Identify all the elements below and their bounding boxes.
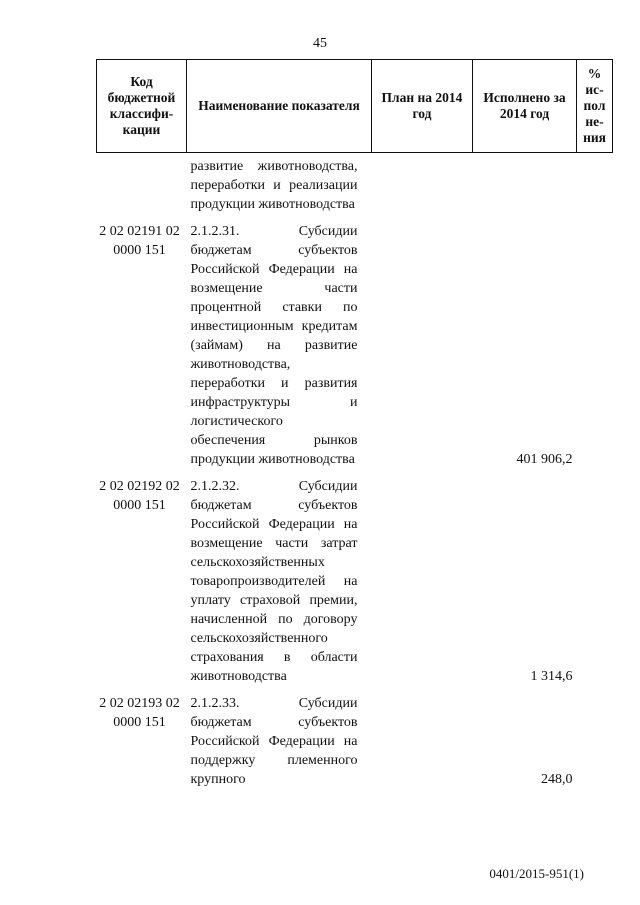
row-plan bbox=[372, 686, 473, 789]
page-number: 45 bbox=[313, 36, 327, 51]
header-percent: % ис-пол не-ния bbox=[577, 60, 613, 153]
row-name: развитие животноводства, переработки и реализации продукции животноводства bbox=[190, 159, 358, 212]
row-name: 2.1.2.32. Субсидии бюджетам субъектов Российской Федерации на возмещение части затрат сельскохозяйственных товаропроизводителей на уплату страховой премии, начисленной по договору сельскохозяйственного страхования в области животноводства bbox=[190, 479, 358, 684]
row-executed bbox=[473, 153, 577, 215]
row-plan bbox=[372, 214, 473, 469]
row-percent bbox=[577, 214, 613, 469]
row-plan bbox=[372, 153, 473, 215]
table-row bbox=[97, 214, 613, 469]
row-plan bbox=[372, 469, 473, 686]
header-code: Код бюджетной классифи-кации bbox=[97, 60, 187, 153]
table-row bbox=[97, 153, 613, 215]
row-code: 2 02 02193 02 0000 151 bbox=[99, 696, 180, 730]
row-percent bbox=[577, 469, 613, 686]
row-name: 2.1.2.33. Субсидии бюджетам субъектов Российской Федерации на поддержку племенного крупного bbox=[190, 696, 358, 787]
row-percent bbox=[577, 686, 613, 789]
row-executed: 248,0 bbox=[541, 772, 573, 787]
header-executed: Исполнено за 2014 год bbox=[473, 60, 577, 153]
document-id: 0401/2015-951(1) bbox=[489, 866, 584, 881]
row-code: 2 02 02192 02 0000 151 bbox=[99, 479, 180, 513]
row-executed: 1 314,6 bbox=[530, 669, 573, 684]
row-code: 2 02 02191 02 0000 151 bbox=[99, 224, 180, 258]
row-code bbox=[97, 153, 187, 215]
row-executed: 401 906,2 bbox=[516, 452, 573, 467]
budget-execution-table bbox=[96, 59, 613, 789]
header-plan: План на 2014 год bbox=[372, 60, 473, 153]
table-row bbox=[97, 686, 613, 789]
table-header-row bbox=[97, 60, 613, 153]
table-row bbox=[97, 469, 613, 686]
row-name: 2.1.2.31. Субсидии бюджетам субъектов Российской Федерации на возмещение части процентной ставки по инвестиционным кредитам (займам) на развитие животноводства, переработки и развития инфраструктуры и логистического обеспечения рынков продукции животноводства bbox=[190, 224, 358, 467]
header-name: Наименование показателя bbox=[187, 60, 372, 153]
row-percent bbox=[577, 153, 613, 215]
